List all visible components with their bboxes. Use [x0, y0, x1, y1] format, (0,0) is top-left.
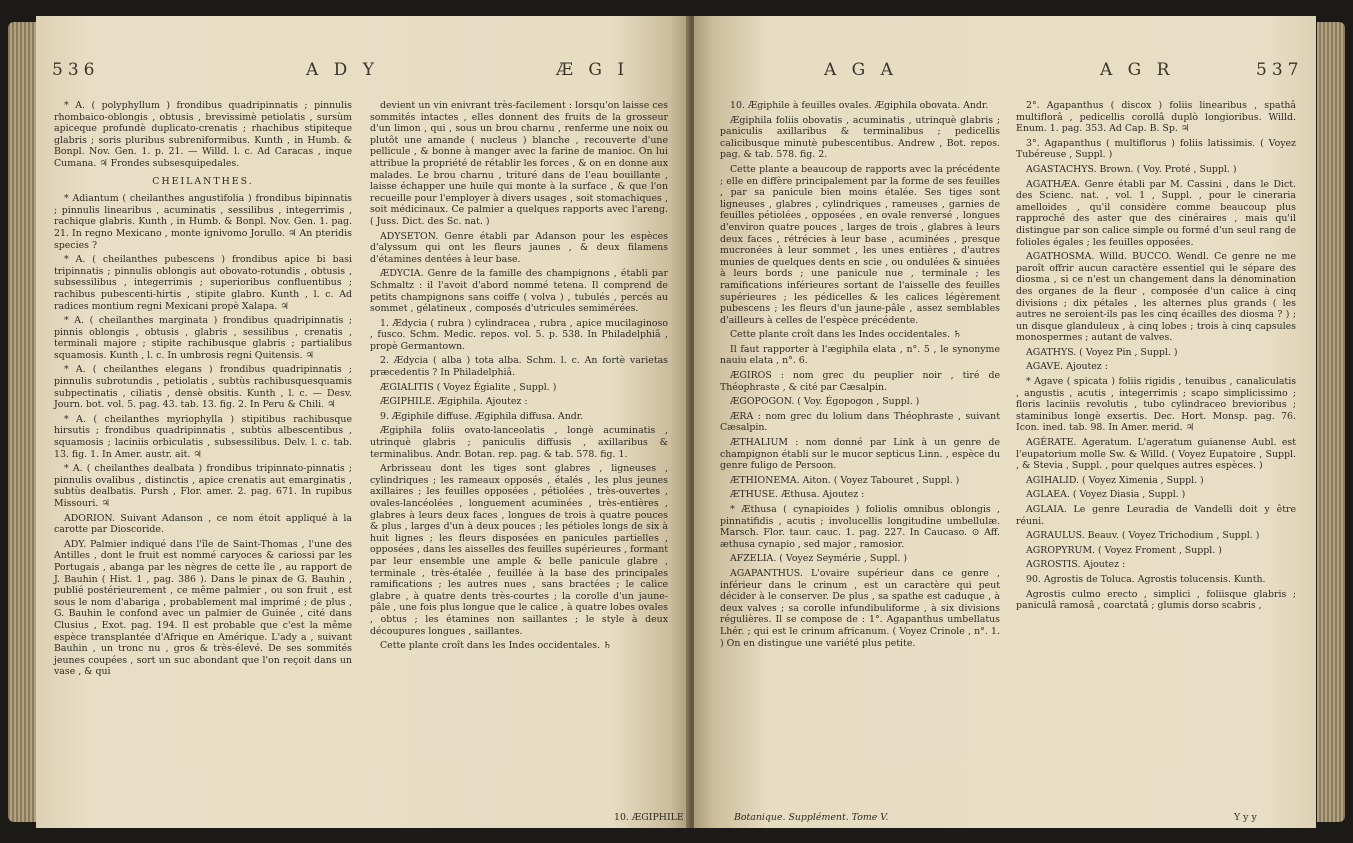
right-running-head: A G A [824, 60, 898, 80]
paragraph: ÆGOPOGON. ( Voy. Égopogon , Suppl. ) [730, 396, 920, 408]
paragraph: * Agave ( spicata ) foliis rigidis , tenuibus , canaliculatis , angustis , acutis , integerrimis ; scapo simplicissimo ; floris laciniis revolutis , tubo cylindraceo brevioribus ; staminibus longè exsertis. Dec. Hort. Monsp. pag. 76. Icon. ined. tab. 98. In Amer. merid. ♃ [1016, 376, 1296, 434]
paragraph: Il faut rapporter à l'ægiphila elata , n°. 5 , le synonyme nauiu elata , n°. 6. [720, 343, 1000, 367]
paragraph: CHEILANTHES. [152, 175, 254, 187]
right-column-1 [720, 100, 1000, 652]
paragraph: * A. ( cheilanthes elegans ) frondibus quadripinnatis ; pinnulis subrotundis , petiolatis , subtùs rachibusquesquamis subpectinatis , ciliatis , densè obsitis. Kunth , l. c. — Desv. Journ. bot. vol. 5. pag. 43. tab. 13. fig. 2. In Peru & Chili. ♃ [54, 364, 352, 411]
paragraph: ÆDYCIA. Genre de la famille des champignons , établi par Schmaltz : il l'avoit d'abord nommé tetena. Il comprend de petits champignons sans coiffe ( volva ) , tubulés , percés au sommet , gélatineux , composés d'utricules semimérées. [370, 268, 668, 315]
paragraph: Ægiphila foliis ovato-lanceolatis , longè acuminatis , utrinquè glabris ; paniculis diffusis , axillaribus & terminalibus. Andr. Botan. rep. pag. & tab. 578. fig. 1. [370, 425, 668, 460]
paragraph: 3°. Agapanthus ( multiflorus ) foliis latissimis. ( Voyez Tubéreuse , Suppl. ) [1016, 137, 1296, 161]
paragraph: devient un vin enivrant très-facilement : lorsqu'on laisse ces sommités intactes , elles donnent des fruits de la grosseur d'un limon , qui , sous un brou charnu , renferme une noix ou plutôt une amande ( nucleus ) blanche , recouverte d'une pellicule , & bonne à manger avec la farine de manioc. On lui attribue la propriété de rétablir les forces , & on en donne aux malades. Le brou charnu , trituré dans de l'eau bouillante , laisse échapper une huile qui monte à la surface , & que l'on recueille pour l'employer à divers usages , soit stomachiques , soit médicinaux. Ce palmier a quelques rapports avec l'areng. ( Juss. Dict. des Sc. nat. ) [370, 100, 668, 227]
paragraph: ÆTHIONEMA. Aiton. ( Voyez Tabouret , Suppl. ) [730, 474, 960, 486]
left-page-edges [8, 22, 38, 822]
right-page [694, 16, 1316, 828]
paragraph: * A. ( cheilanthes dealbata ) frondibus tripinnato-pinnatis ; pinnulis ovalibus , distinctis , apice crenatis aut emarginatis , subtùs dealbatis. Pursh , Flor. amer. 2. pag. 671. In rupibus Missouri. ♃ [54, 463, 352, 509]
paragraph: Arbrisseau dont les tiges sont glabres , ligneuses , cylindriques ; les rameaux opposés , étalés , les plus jeunes axillaires ; les feuilles opposées , pétiolées , très-ouvertes , ovales-lancéolées , longuement acuminées , très-entières , glabres à leurs deux faces , longues de trois à quatre pouces & plus , larges d'un à deux pouces ; les pétioles longs de six à huit lignes ; les fleurs disposées en panicules partielles , opposées , dans les aisselles des feuilles supérieures , formant par leur ensemble une ample & belle panicule glabre , terminale , très-étalée , feuillée à la base des principales ramifications ; les autres nues , sans bractées ; le calice glabre , à quatre dents très-courtes ; la corolle d'un jaune-pâle , une fois plus longue que le calice , à quatre lobes ovales , obtus ; les étamines non saillantes ; le style à deux découpures longues , saillantes. [370, 463, 668, 637]
paragraph: AGLAIA. Le genre Leuradia de Vandelli doit y être réuni. [1016, 504, 1296, 527]
paragraph: AGROPYRUM. ( Voyez Froment , Suppl. ) [1026, 544, 1222, 556]
left-running-head: A D Y [306, 60, 379, 80]
right-column-2 [1016, 100, 1296, 615]
paragraph: AGLAEA. ( Voyez Diasia , Suppl. ) [1026, 489, 1186, 501]
right-page-edges [1317, 22, 1345, 822]
left-column-1 [54, 100, 352, 681]
paragraph: ÆTHALIUM : nom donné par Link à un genre de champignon établi sur le mucor septicus Linn. , espèce du genre fuligo de Persoon. [720, 437, 1000, 472]
left-column-head: Æ G I [556, 60, 630, 80]
paragraph: * A. ( cheilanthes marginata ) frondibus quadripinnatis ; pinnis oblongis , obtusis , glabris , sessilibus , crenatis , terminali majore ; stipite rachibusque glabris ; partialibus squamosis. Kunth , l. c. In umbrosis regni Quitensis. ♃ [54, 315, 352, 361]
paragraph: Cette plante croît dans les Indes occidentales. ♄ [730, 329, 962, 341]
paragraph: ÆGIPHILE. Ægiphila. Ajoutez : [380, 396, 528, 408]
paragraph: AGATHYS. ( Voyez Pin , Suppl. ) [1026, 346, 1178, 358]
right-page-number: 537 [1256, 60, 1304, 80]
paragraph: AGROSTIS. Ajoutez : [1026, 559, 1126, 571]
paragraph: ÆGIROS : nom grec du peuplier noir , tiré de Théophraste , & cité par Cæsalpin. [720, 370, 1000, 393]
paragraph: * A. ( polyphyllum ) frondibus quadripinnatis ; pinnulis rhombaico-oblongis , obtusis , brevissimè petiolatis , sursùm apiceque profundè duplicato-crenatis ; rhachibus stipiteque glabris ; soris pluribus subreniformibus. Kunth , in Humb. & Bonpl. Nov. Gen. 1. p. 21. — Willd. l. c. Ad Caracas , inque Cumana. ♃ Frondes subsesquipedales. [54, 100, 352, 169]
paragraph: ADORION. Suivant Adanson , ce nom étoit appliqué à la carotte par Dioscoride. [54, 512, 352, 536]
paragraph: 9. Ægiphile diffuse. Ægiphila diffusa. Andr. [380, 410, 584, 422]
paragraph: * Æthusa ( cynapioides ) foliolis omnibus oblongis , pinnatifidis , acutis ; involucellis longitudine umbellulæ. Marsch. Flor. taur. cauc. 1. pag. 227. In Caucaso. ⊙ Aff. æthusa cynapio , sed major , ramosior. [720, 504, 1000, 550]
paragraph: * A. ( cheilanthes pubescens ) frondibus apice bi basi tripinnatis ; pinnulis oblongis aut obovato-rotundis , obtusis , subsessilibus , integerrimis ; superioribus confluentibus ; rachibus pubescenti-hirtis , stipite glabro. Kunth , l. c. Ad radices montium regni Mexicani propè Xalapa. ♃ [54, 254, 352, 312]
paragraph: * Adiantum ( cheilanthes angustifolia ) frondibus bipinnatis ; pinnulis linearibus , acuminatis , sessilibus , integerrimis , rachique glabris. Kunth , in Humb. & Bonpl. Nov. Gen. 1. pag. 21. In regno Mexicano , monte ignivomo Jorullo. ♃ An pteridis species ? [54, 193, 352, 251]
paragraph: ÆGIALITIS ( Voyez Égialite , Suppl. ) [380, 381, 557, 393]
paragraph: Ægiphila foliis obovatis , acuminatis , utrinquè glabris ; paniculis axillaribus & terminalibus ; pedicellis calicibusque minutè pubescentibus. Andrew , Bot. repos. pag. & tab. 578. fig. 2. [720, 114, 1000, 161]
paragraph: AFZELIA. ( Voyez Seymérie , Suppl. ) [730, 553, 907, 565]
paragraph: AGAPANTHUS. L'ovaire supérieur dans ce genre , inférieur dans le crinum , est un caractère qui peut décider à le conserver. De plus , sa spathe est caduque , à deux valves ; sa corolle infundibuliforme , à six divisions régulières. Il se compose de : 1°. Agapanthus umbellatus Lhér. ; qui est le crinum africanum. ( Voyez Crinole , n°. 1. ) On en distingue une variété plus petite. [720, 567, 1000, 649]
paragraph: * A. ( cheilanthes myriophylla ) stipitibus rachibusque hirsutis ; frondibus quadripinnatis , subtùs albescentibus , squamosis ; laciniis orbiculatis , subsessilibus. Delv. l. c. tab. 13. fig. 1. In Amer. austr. ait. ♃ [54, 413, 352, 460]
paragraph: 2. Ædycia ( alba ) tota alba. Schm. l. c. An fortè varietas præcedentis ? In Philadelphiâ. [370, 355, 668, 379]
paragraph: Cette plante croît dans les Indes occidentales. ♄ [380, 640, 612, 652]
left-page [36, 16, 690, 828]
paragraph: ÆRA : nom grec du lolium dans Théophraste , suivant Cæsalpin. [720, 410, 1000, 434]
paragraph: 1. Ædycia ( rubra ) cylindracea , rubra , apice mucilaginoso , fusco. Schm. Medic. repos. vol. 5. p. 538. In Philadelphiâ , propè Germantown. [370, 317, 668, 352]
paragraph: ÆTHUSE. Æthusa. Ajoutez : [730, 489, 865, 501]
right-signature-line: Botanique. Supplément. Tome V. [734, 812, 889, 823]
paragraph: AGIHALID. ( Voyez Ximenia , Suppl. ) [1026, 474, 1204, 486]
left-catchword: 10. ÆGIPHILE [614, 812, 684, 823]
paragraph: AGRAULUS. Beauv. ( Voyez Trichodium , Suppl. ) [1026, 530, 1260, 542]
paragraph: 2°. Agapanthus ( discox ) foliis linearibus , spathâ multiflorâ , pedicellis corollâ duplò longioribus. Willd. Enum. 1. pag. 353. Ad Cap. B. Sp. ♃ [1016, 100, 1296, 135]
paragraph: AGAVE. Ajoutez : [1026, 361, 1108, 373]
left-column-2 [370, 100, 668, 655]
paragraph: ADY. Palmier indiqué dans l'île de Saint-Thomas , l'une des Antilles , dont le fruit est nommé caryoces & cariossi par les Portugais , abanga par les nègres de cette île , au rapport de J. Bauhin ( Hist. 1 , pag. 386 ). Dans le pinax de G. Bauhin , publié postérieurement , ce même palmier , ou son fruit , est sous le nom d'abariga , probablement mal imprimé ; de plus , G. Bauhin le confond avec un palmier de Guinée , cité dans Clusius , Exot. pag. 194. Il est probable que c'est la même espèce transplantée d'Afrique en Amérique. L'ady a , suivant Bauhin , un tronc nu , gros & très-élevé. De ses sommités jeunes coupées , sort un suc abondant que l'on reçoit dans un vase , & qui [54, 538, 352, 678]
right-column-head: A G R [1100, 60, 1175, 80]
right-signature-mark: Y y y [1234, 812, 1257, 823]
paragraph: AGATHÆA. Genre établi par M. Cassini , dans le Dict. des Scienc. nat. , vol. 1 , Suppl. , pour le cineraria amelloides , qu'il considère comme beaucoup plus rapproché des aster que des cinéraires , mais qu'il distingue par son calice simple ou formé d'un seul rang de folioles égales ; les feuilles opposées. [1016, 178, 1296, 248]
paragraph: AGATHOSMA. Willd. BUCCO. Wendl. Ce genre ne me paroît offrir aucun caractère essentiel qui le sépare des diosma , si ce n'est un changement dans la dénomination des organes de la fleur , composée d'un calice à cinq divisions ; dix pétales , les alternes plus grands ( les autres ne seroient-ils pas les cinq écailles des diosma ? ) ; un disque glanduleux , à cinq lobes ; trois à cinq capsules monospermes ; autant de valves. [1016, 251, 1296, 344]
paragraph: 90. Agrostis de Toluca. Agrostis tolucensis. Kunth. [1026, 573, 1266, 585]
paragraph: AGASTACHYS. Brown. ( Voy. Proté , Suppl. ) [1026, 163, 1237, 175]
paragraph: ADYSETON. Genre établi par Adanson pour les espèces d'alyssum qui ont les fleurs jaunes , & deux filamens d'étamines dentées à leur base. [370, 230, 668, 265]
paragraph: AGÉRATE. Ageratum. L'ageratum guianense Aubl. est l'eupatorium molle Sw. & Willd. ( Voyez Eupatoire , Suppl. , & Stevia , Suppl. , pour quelques autres espèces. ) [1016, 437, 1296, 472]
left-page-number: 536 [52, 60, 100, 80]
paragraph: 10. Ægiphile à feuilles ovales. Ægiphila obovata. Andr. [730, 100, 989, 111]
paragraph: Agrostis culmo erecto , simplici , foliisque glabris ; paniculâ ramosâ , coarctatâ ; glumis dorso scabris , [1016, 588, 1296, 612]
paragraph: Cette plante a beaucoup de rapports avec la précédente ; elle en diffère principalement par la forme de ses feuilles , par sa panicule bien moins étalée. Ses tiges sont ligneuses , glabres , cylindriques , rameuses , garnies de feuilles pétiolées , opposées , en ovale renversé , longues d'environ quatre pouces , larges de trois , glabres à leurs deux faces , rétrécies à leur base , acuminées , presque mucronées à leur sommet , les unes entières , d'autres munies de quelques dents en scie , ou ondulées & sinuées à leurs bords ; une panicule nue , terminale ; les ramifications inférieures sortant de l'aisselle des feuilles supérieures ; les pédicelles & les calices légèrement pubescens ; les fleurs d'un jaune-pâle , assez semblables d'ailleurs à celles de l'espèce précédente. [720, 163, 1000, 326]
